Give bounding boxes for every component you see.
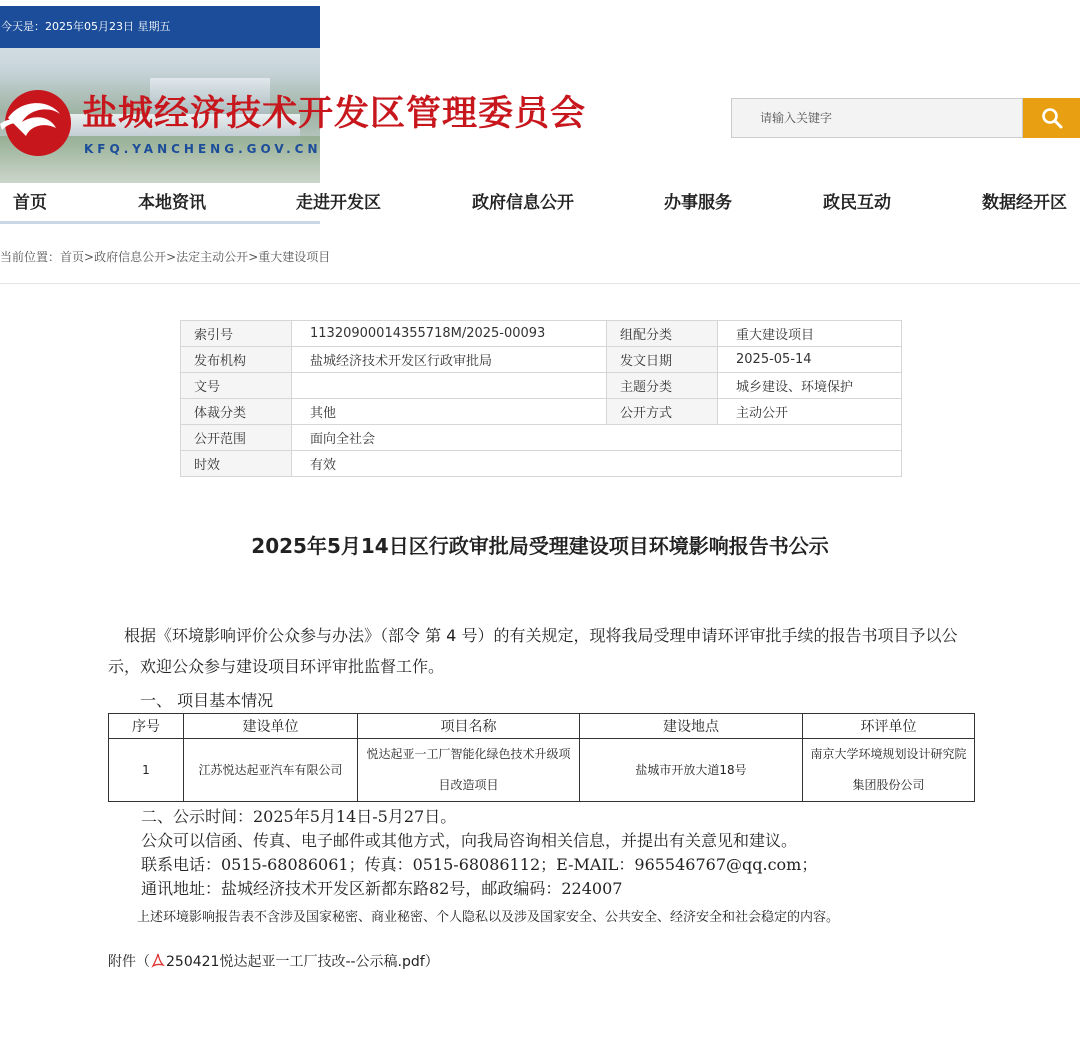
attachment-prefix: 附件（ <box>108 954 150 970</box>
nav-active-underline <box>0 221 320 224</box>
breadcrumb <box>0 248 330 265</box>
meta-value: 盐城经济技术开发区行政审批局 <box>292 347 607 373</box>
column-header: 建设单位 <box>184 714 358 739</box>
table-row <box>181 451 902 477</box>
search-icon <box>1041 107 1063 129</box>
breadcrumb-prefix: 当前位置： <box>0 250 61 264</box>
disclaimer-note: 上述环境影响报告表不含涉及国家秘密、商业秘密、个人隐私以及涉及国家安全、公共安全、经济安全和社会稳定的内容。 <box>137 910 840 925</box>
meta-value <box>292 373 607 399</box>
main-nav <box>0 176 1080 220</box>
breadcrumb-item-gov-info[interactable]: 政府信息公开 <box>94 250 167 264</box>
date-bar: 今天是：2025年05月23日 星期五 <box>0 6 320 48</box>
breadcrumb-separator: > <box>248 250 259 264</box>
article-title: 2025年5月14日区行政审批局受理建设项目环境影响报告书公示 <box>251 534 829 558</box>
attachment <box>108 951 439 971</box>
site-title[interactable]: 盐城经济技术开发区管理委员会 <box>82 94 587 134</box>
table-row <box>181 373 902 399</box>
publicity-period: 二、公示时间：2025年5月14日-5月27日。 <box>141 807 457 826</box>
table-cell: 悦达起亚一工厂智能化绿色技术升级项目改造项目 <box>358 739 580 802</box>
meta-label: 发布机构 <box>181 347 292 373</box>
nav-item-local-news[interactable]: 本地资讯 <box>138 193 206 213</box>
table-header-row <box>109 714 975 739</box>
meta-value: 重大建设项目 <box>718 321 902 347</box>
meta-label: 公开范围 <box>181 425 292 451</box>
column-header: 序号 <box>109 714 184 739</box>
search-button[interactable] <box>1023 98 1080 138</box>
meta-label: 文号 <box>181 373 292 399</box>
meta-value: 城乡建设、环境保护 <box>718 373 902 399</box>
table-row <box>109 739 975 802</box>
breadcrumb-item-home[interactable]: 首页 <box>60 250 85 264</box>
meta-label: 公开方式 <box>607 399 718 425</box>
table-row <box>181 399 902 425</box>
meta-value: 11320900014355718M/2025-00093 <box>292 321 607 347</box>
meta-label: 时效 <box>181 451 292 477</box>
meta-label: 索引号 <box>181 321 292 347</box>
attachment-link[interactable]: 250421悦达起亚一工厂技改--公示稿.pdf <box>166 954 425 970</box>
address-info: 通讯地址：盐城经济技术开发区新都东路82号，邮政编码：224007 <box>141 879 623 898</box>
column-header: 环评单位 <box>803 714 975 739</box>
breadcrumb-item-statutory[interactable]: 法定主动公开 <box>176 250 249 264</box>
meta-value: 其他 <box>292 399 607 425</box>
meta-label: 主题分类 <box>607 373 718 399</box>
meta-label: 体裁分类 <box>181 399 292 425</box>
nav-item-about-zone[interactable]: 走进开发区 <box>296 193 381 213</box>
project-table <box>108 713 975 802</box>
table-row <box>181 425 902 451</box>
nav-item-home[interactable]: 首页 <box>13 193 47 213</box>
intro-paragraph <box>108 620 978 682</box>
attachment-suffix: ） <box>424 954 439 970</box>
breadcrumb-separator: > <box>166 250 177 264</box>
nav-item-data[interactable]: 数据经开区 <box>982 193 1067 213</box>
section-heading: 一、 项目基本情况 <box>140 691 274 710</box>
pdf-icon <box>151 953 165 968</box>
site-subtitle: KFQ.YANCHENG.GOV.CN <box>84 142 322 156</box>
table-cell: 南京大学环境规划设计研究院集团股份公司 <box>803 739 975 802</box>
search-input[interactable]: 请输入关键字 <box>731 98 1023 138</box>
nav-item-gov-info[interactable]: 政府信息公开 <box>472 193 574 213</box>
table-cell: 盐城市开放大道18号 <box>580 739 803 802</box>
meta-label: 组配分类 <box>607 321 718 347</box>
meta-value: 有效 <box>292 451 902 477</box>
meta-value: 主动公开 <box>718 399 902 425</box>
meta-value: 2025-05-14 <box>718 347 902 373</box>
meta-label: 发文日期 <box>607 347 718 373</box>
nav-item-interaction[interactable]: 政民互动 <box>823 193 891 213</box>
document-meta-table <box>180 320 902 477</box>
nav-item-services[interactable]: 办事服务 <box>664 193 732 213</box>
table-row <box>181 347 902 373</box>
breadcrumb-separator: > <box>84 250 95 264</box>
table-row <box>181 321 902 347</box>
contact-info: 联系电话：0515-68086061；传真：0515-68086112；E-MAIL：965546767@qq.com； <box>141 855 818 874</box>
column-header: 项目名称 <box>358 714 580 739</box>
divider <box>0 283 1080 284</box>
intro-text: 根据《环境影响评价公众参与办法》（部令 第 4 号）的有关规定，现将我局受理申请环评审批手续的报告书项目予以公示，欢迎公众参与建设项目环评审批监督工作。 <box>108 626 958 676</box>
column-header: 建设地点 <box>580 714 803 739</box>
dragon-logo-icon[interactable] <box>0 88 74 158</box>
feedback-text: 公众可以信函、传真、电子邮件或其他方式，向我局咨询相关信息，并提出有关意见和建议。 <box>141 831 798 850</box>
meta-value: 面向全社会 <box>292 425 902 451</box>
table-cell: 江苏悦达起亚汽车有限公司 <box>184 739 358 802</box>
breadcrumb-item-major-projects[interactable]: 重大建设项目 <box>258 250 331 264</box>
table-cell: 1 <box>109 739 184 802</box>
